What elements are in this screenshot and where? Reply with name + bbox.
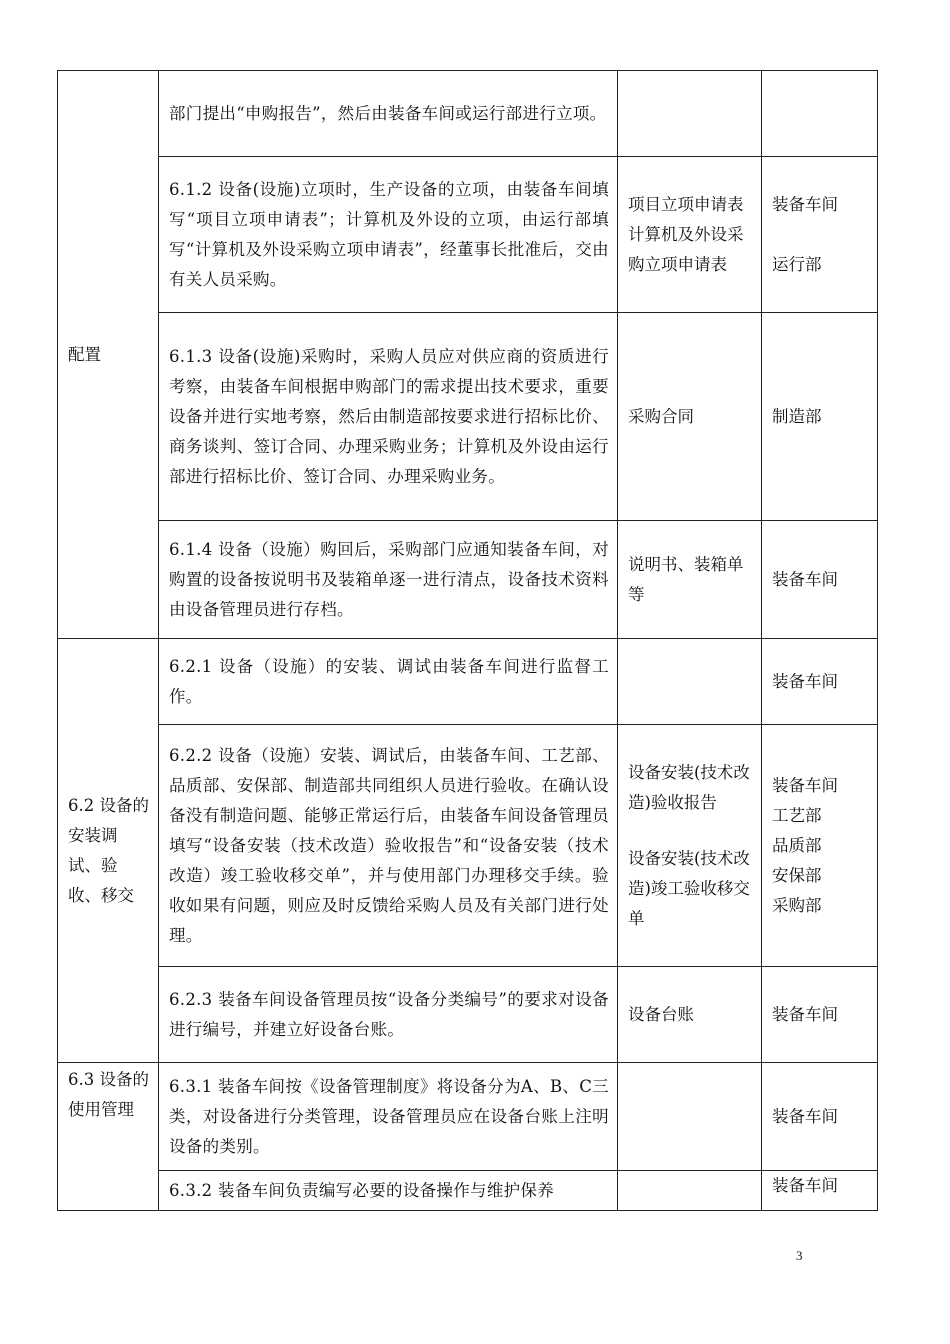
dept-cell (762, 725, 878, 967)
procedure-table (57, 70, 878, 1211)
record-name: 设备安装(技术改造)验收报告 (628, 762, 750, 812)
dept-cell (762, 157, 878, 313)
dept-name: 品质部 (772, 835, 822, 855)
table-row (58, 313, 878, 521)
record-cell (618, 313, 762, 521)
procedure-text: 部门提出“申购报告”，然后由装备车间或运行部进行立项。 (159, 71, 618, 157)
table-row (58, 521, 878, 639)
record-cell (618, 725, 762, 967)
dept-name: 工艺部 (772, 805, 822, 825)
table-row (58, 1063, 878, 1171)
record-name: 设备台账 (628, 1004, 694, 1024)
dept-cell (762, 1063, 878, 1171)
dept-cell (762, 639, 878, 725)
dept-name: 安保部 (772, 865, 822, 885)
table-row (58, 639, 878, 725)
dept-cell (762, 967, 878, 1063)
procedure-text: 6.3.1 装备车间按《设备管理制度》将设备分为A、B、C三类，对设备进行分类管理，设备管理员应在设备台账上注明设备的类别。 (159, 1063, 618, 1171)
dept-name: 采购部 (772, 895, 822, 915)
table-row (58, 725, 878, 967)
section-label-config: 配置 (58, 71, 159, 639)
dept-name: 装备车间 (772, 1106, 838, 1126)
record-cell (618, 639, 762, 725)
procedure-text: 6.1.4 设备（设施）购回后，采购部门应通知装备车间，对购置的设备按说明书及装箱单逐一进行清点，设备技术资料由设备管理员进行存档。 (159, 521, 618, 639)
dept-name: 装备车间 (772, 1176, 838, 1195)
dept-cell (762, 71, 878, 157)
record-name: 设备安装(技术改造)竣工验收移交单 (628, 848, 750, 928)
dept-name: 装备车间 (772, 775, 838, 795)
record-cell (618, 521, 762, 639)
table-row (58, 157, 878, 313)
procedure-text: 6.1.2 设备(设施)立项时，生产设备的立项，由装备车间填写“项目立项申请表”；计算机及外设的立项，由运行部填写“计算机及外设采购立项申请表”，经董事长批准后，交由有关人员采购。 (159, 157, 618, 313)
dept-cell (762, 521, 878, 639)
section-label-install: 6.2 设备的安装调试、验收、移交 (58, 639, 159, 1063)
table-row (58, 1171, 878, 1211)
dept-cell (762, 313, 878, 521)
record-name: 采购合同 (628, 406, 694, 426)
record-cell (618, 967, 762, 1063)
procedure-text: 6.2.1 设备（设施）的安装、调试由装备车间进行监督工作。 (159, 639, 618, 725)
procedure-text: 6.3.2 装备车间负责编写必要的设备操作与维护保养 (159, 1171, 618, 1211)
procedure-text: 6.2.3 装备车间设备管理员按“设备分类编号”的要求对设备进行编号，并建立好设备台账。 (159, 967, 618, 1063)
dept-name: 运行部 (772, 254, 822, 274)
record-name: 项目立项申请表 (628, 194, 744, 214)
procedure-text: 6.1.3 设备(设施)采购时，采购人员应对供应商的资质进行考察，由装备车间根据申购部门的需求提出技术要求，重要设备并进行实地考察，然后由制造部按要求进行招标比价、商务谈判、签订合同、办理采购业务；计算机及外设由运行部进行招标比价、签订合同、办理采购业务。 (159, 313, 618, 521)
table-row (58, 71, 878, 157)
dept-cell (762, 1171, 878, 1211)
dept-name: 制造部 (772, 406, 822, 426)
record-cell (618, 1063, 762, 1171)
record-cell (618, 157, 762, 313)
dept-name: 装备车间 (772, 569, 838, 589)
record-name: 说明书、装箱单等 (628, 554, 744, 604)
table-row (58, 967, 878, 1063)
record-name: 计算机及外设采购立项申请表 (628, 224, 744, 274)
procedure-text: 6.2.2 设备（设施）安装、调试后，由装备车间、工艺部、品质部、安保部、制造部共同组织人员进行验收。在确认设备没有制造问题、能够正常运行后，由装备车间设备管理员填写“设备安装（技术改造）验收报告”和“设备安装（技术改造）竣工验收移交单”，并与使用部门办理移交手续。验收如果有问题，则应及时反馈给采购人员及有关部门进行处理。 (159, 725, 618, 967)
record-cell (618, 1171, 762, 1211)
page-number: 3 (796, 1248, 803, 1263)
section-label-usage: 6.3 设备的使用管理 (58, 1063, 159, 1211)
dept-name: 装备车间 (772, 671, 838, 691)
record-cell (618, 71, 762, 157)
dept-name: 装备车间 (772, 194, 838, 214)
dept-name: 装备车间 (772, 1004, 838, 1024)
